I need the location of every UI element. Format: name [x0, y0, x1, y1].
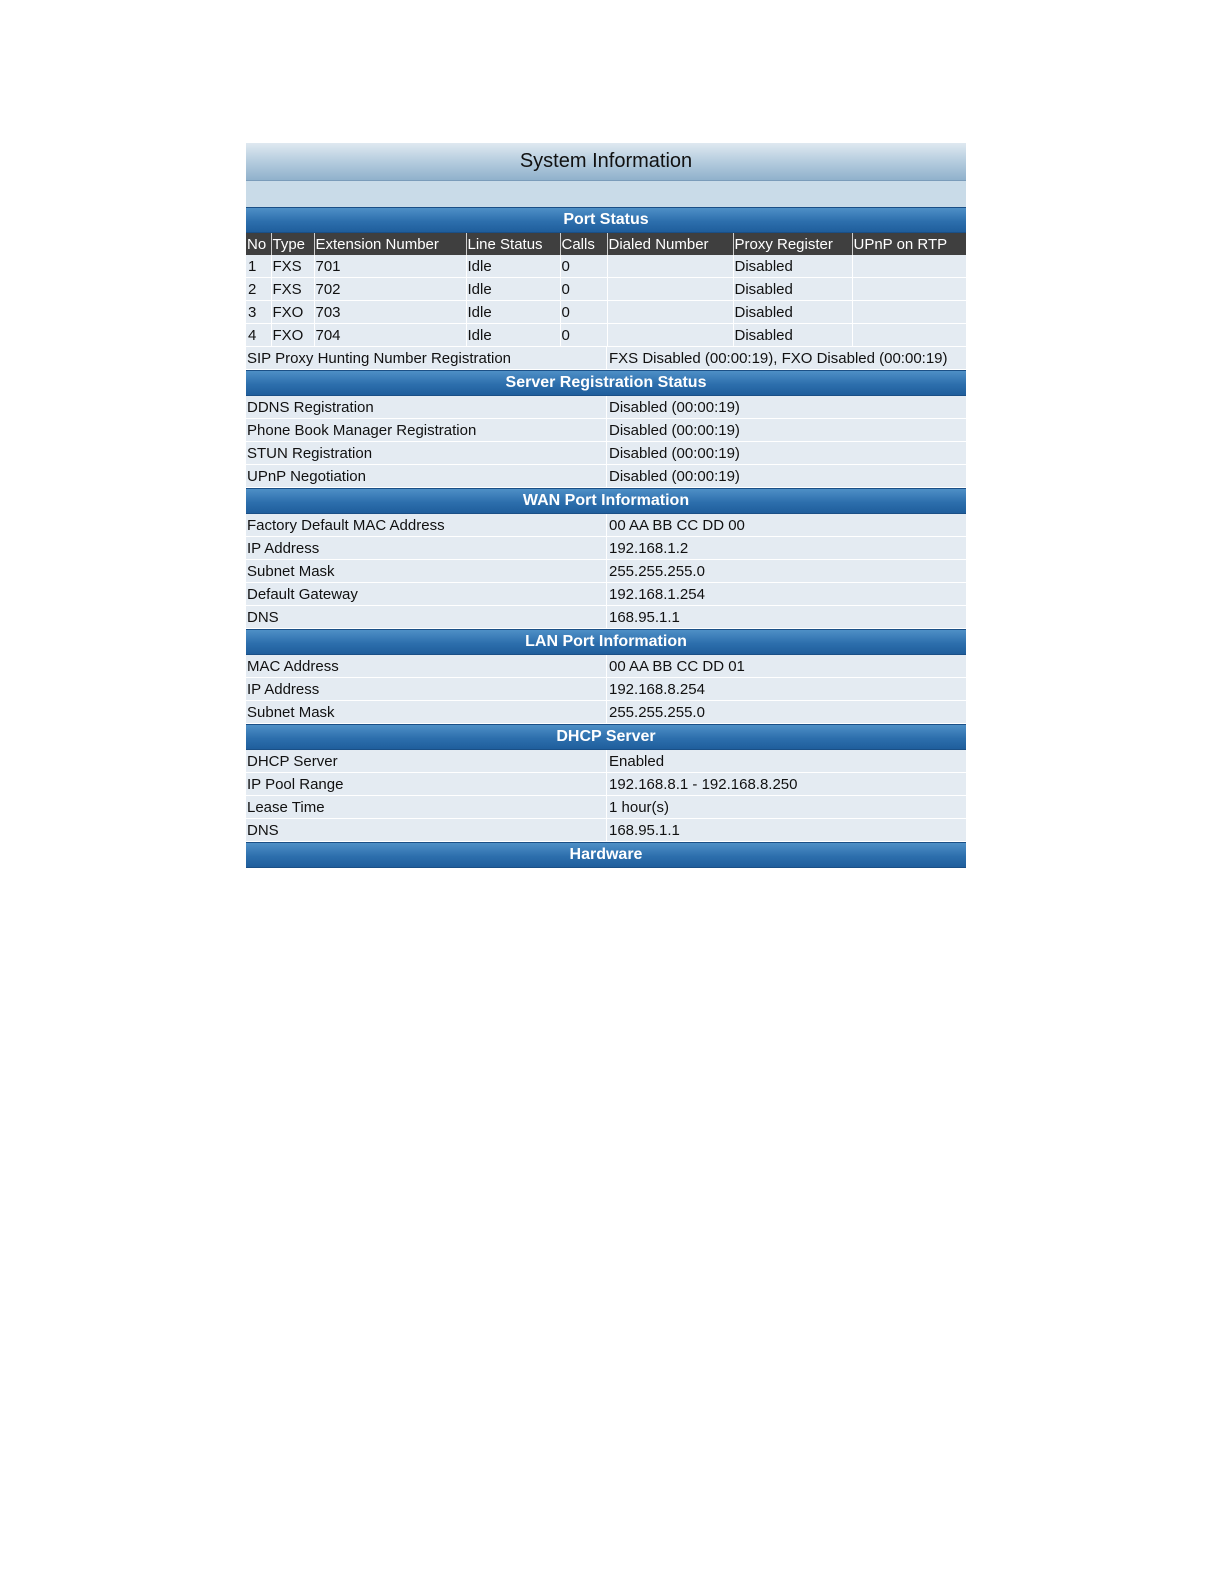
column-header-dialed-number: Dialed Number [607, 233, 733, 255]
table-row [246, 560, 966, 583]
row-label: MAC Address [246, 655, 607, 678]
cell-calls: 0 [560, 324, 607, 347]
row-value: Disabled (00:00:19) [607, 419, 967, 442]
dhcp-server-heading: DHCP Server [246, 724, 966, 750]
row-value: 192.168.1.2 [607, 537, 967, 560]
cell-calls: 0 [560, 278, 607, 301]
row-label: DNS [246, 819, 607, 842]
row-value: Disabled (00:00:19) [607, 442, 967, 465]
cell-upnp-on-rtp [852, 324, 966, 347]
cell-line-status: Idle [466, 255, 560, 278]
cell-calls: 0 [560, 301, 607, 324]
cell-dialed-number [607, 255, 733, 278]
row-label: Factory Default MAC Address [246, 514, 607, 537]
hunting-registration-row [246, 347, 966, 370]
dhcp-server-table [246, 750, 966, 842]
row-value: Enabled [607, 750, 967, 773]
table-row [246, 324, 966, 347]
table-row [246, 750, 966, 773]
table-row [246, 465, 966, 488]
cell-extension-number: 702 [314, 278, 466, 301]
server-registration-heading: Server Registration Status [246, 370, 966, 396]
port-status-header-row [246, 233, 966, 255]
row-value: 1 hour(s) [607, 796, 967, 819]
cell-line-status: Idle [466, 278, 560, 301]
row-label: Subnet Mask [246, 701, 607, 724]
row-value: 255.255.255.0 [607, 560, 967, 583]
cell-upnp-on-rtp [852, 301, 966, 324]
table-row [246, 701, 966, 724]
row-label: Phone Book Manager Registration [246, 419, 607, 442]
lan-port-heading: LAN Port Information [246, 629, 966, 655]
column-header-extension-number: Extension Number [314, 233, 466, 255]
table-row [246, 773, 966, 796]
row-value: 192.168.1.254 [607, 583, 967, 606]
port-status-heading: Port Status [246, 207, 966, 233]
cell-type: FXS [271, 278, 314, 301]
column-header-proxy-register: Proxy Register [733, 233, 852, 255]
cell-extension-number: 703 [314, 301, 466, 324]
row-label: Subnet Mask [246, 560, 607, 583]
row-value: 00 AA BB CC DD 01 [607, 655, 967, 678]
table-row [246, 514, 966, 537]
row-label: IP Pool Range [246, 773, 607, 796]
cell-dialed-number [607, 301, 733, 324]
cell-type: FXS [271, 255, 314, 278]
cell-line-status: Idle [466, 324, 560, 347]
hunting-registration-table [246, 347, 966, 370]
cell-proxy-register: Disabled [733, 255, 852, 278]
hardware-heading: Hardware [246, 842, 966, 868]
lan-port-table [246, 655, 966, 724]
cell-line-status: Idle [466, 301, 560, 324]
cell-no: 4 [246, 324, 271, 347]
row-value: 168.95.1.1 [607, 606, 967, 629]
wan-port-heading: WAN Port Information [246, 488, 966, 514]
cell-dialed-number [607, 278, 733, 301]
table-row [246, 583, 966, 606]
row-label: Lease Time [246, 796, 607, 819]
row-label: DNS [246, 606, 607, 629]
table-row [246, 419, 966, 442]
cell-type: FXO [271, 301, 314, 324]
column-header-calls: Calls [560, 233, 607, 255]
table-row [246, 655, 966, 678]
server-registration-table [246, 396, 966, 488]
table-row [246, 301, 966, 324]
table-row [246, 606, 966, 629]
cell-proxy-register: Disabled [733, 301, 852, 324]
row-value: 168.95.1.1 [607, 819, 967, 842]
port-status-table [246, 233, 966, 347]
hunting-registration-value: FXS Disabled (00:00:19), FXO Disabled (00:00:19) [607, 347, 967, 370]
table-row [246, 278, 966, 301]
page-title: System Information [246, 143, 966, 181]
row-value: 255.255.255.0 [607, 701, 967, 724]
row-label: IP Address [246, 678, 607, 701]
cell-proxy-register: Disabled [733, 278, 852, 301]
cell-dialed-number [607, 324, 733, 347]
table-row [246, 396, 966, 419]
column-header-no: No [246, 233, 271, 255]
row-label: DHCP Server [246, 750, 607, 773]
row-label: STUN Registration [246, 442, 607, 465]
table-row [246, 819, 966, 842]
cell-upnp-on-rtp [852, 278, 966, 301]
hunting-registration-label: SIP Proxy Hunting Number Registration [246, 347, 607, 370]
title-spacer [246, 181, 966, 207]
cell-no: 3 [246, 301, 271, 324]
table-row [246, 537, 966, 560]
row-label: UPnP Negotiation [246, 465, 607, 488]
wan-port-table [246, 514, 966, 629]
row-value: 192.168.8.1 - 192.168.8.250 [607, 773, 967, 796]
cell-extension-number: 704 [314, 324, 466, 347]
cell-type: FXO [271, 324, 314, 347]
table-row [246, 442, 966, 465]
system-information-panel [246, 143, 966, 868]
column-header-upnp-on-rtp: UPnP on RTP [852, 233, 966, 255]
row-label: Default Gateway [246, 583, 607, 606]
row-label: IP Address [246, 537, 607, 560]
table-row [246, 255, 966, 278]
cell-no: 2 [246, 278, 271, 301]
column-header-type: Type [271, 233, 314, 255]
row-value: Disabled (00:00:19) [607, 396, 967, 419]
table-row [246, 796, 966, 819]
row-value: Disabled (00:00:19) [607, 465, 967, 488]
cell-calls: 0 [560, 255, 607, 278]
row-label: DDNS Registration [246, 396, 607, 419]
column-header-line-status: Line Status [466, 233, 560, 255]
table-row [246, 678, 966, 701]
row-value: 00 AA BB CC DD 00 [607, 514, 967, 537]
cell-proxy-register: Disabled [733, 324, 852, 347]
cell-extension-number: 701 [314, 255, 466, 278]
cell-upnp-on-rtp [852, 255, 966, 278]
cell-no: 1 [246, 255, 271, 278]
row-value: 192.168.8.254 [607, 678, 967, 701]
